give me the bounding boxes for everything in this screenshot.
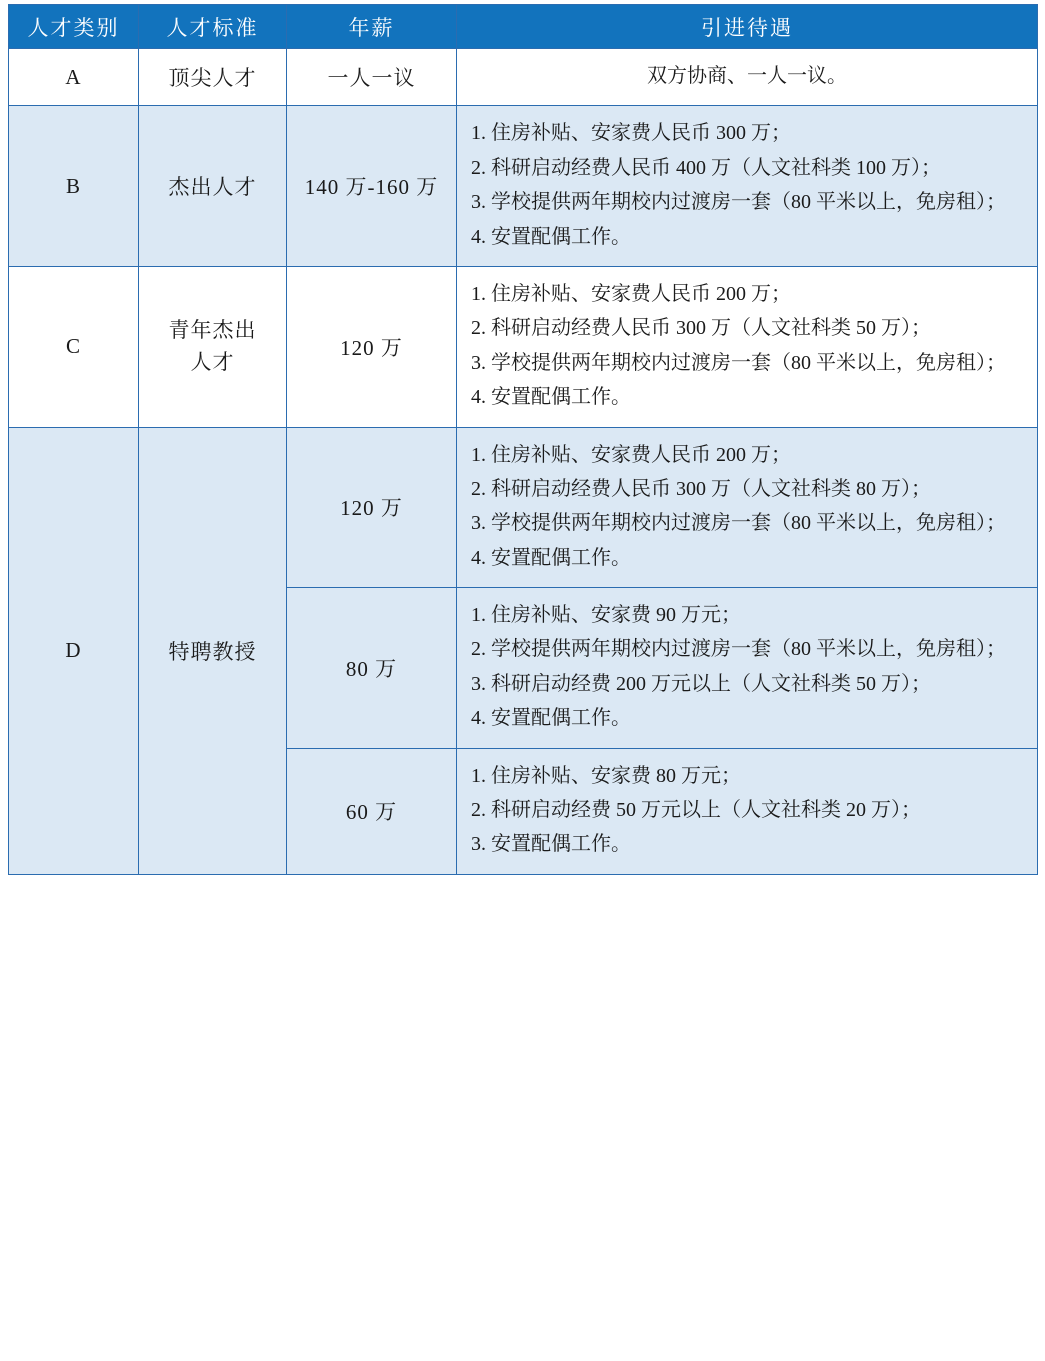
cell-category: B [9,106,139,267]
benefit-line: 4. 安置配偶工作。 [471,225,631,248]
header-cell-salary: 年薪 [287,5,457,49]
benefit-line: 3. 科研启动经费 200 万元以上（人文社科类 50 万）； [471,672,931,695]
cell-benefits [457,588,1038,749]
cell-category: D [9,427,139,874]
header-cell-benefits: 引进待遇 [457,5,1038,49]
benefit-line: 1. 住房补贴、安家费 90 万元； [471,604,741,627]
benefit-line: 2. 学校提供两年期校内过渡房一套（80 平米以上，免房租）； [471,638,1006,661]
benefit-line: 双方协商、一人一议。 [647,65,847,87]
table-row [9,427,1038,588]
benefit-line: 1. 住房补贴、安家费人民币 200 万； [471,443,791,466]
benefit-line: 3. 安置配偶工作。 [471,833,631,856]
cell-standard: 特聘教授 [139,427,287,874]
header-cell-standard: 人才标准 [139,5,287,49]
talent-policy-table [8,4,1038,875]
cell-salary: 140 万-160 万 [287,106,457,267]
cell-salary: 60 万 [287,748,457,874]
benefit-line: 4. 安置配偶工作。 [471,707,631,730]
cell-salary: 一人一议 [287,49,457,106]
cell-benefits [457,427,1038,588]
cell-salary: 120 万 [287,427,457,588]
cell-salary: 80 万 [287,588,457,749]
cell-salary: 120 万 [287,266,457,427]
benefit-line: 3. 学校提供两年期校内过渡房一套（80 平米以上，免房租）； [471,512,1006,535]
cell-standard: 顶尖人才 [139,49,287,106]
table-row [9,106,1038,267]
cell-benefits [457,49,1038,106]
benefit-line: 2. 科研启动经费人民币 300 万（人文社科类 80 万）； [471,477,931,500]
cell-benefits [457,748,1038,874]
header-cell-category: 人才类别 [9,5,139,49]
benefit-line: 1. 住房补贴、安家费人民币 200 万； [471,282,791,305]
cell-standard [139,266,287,427]
table-body [9,49,1038,875]
table-header [9,5,1038,49]
benefit-line: 2. 科研启动经费人民币 400 万（人文社科类 100 万）； [471,156,941,179]
benefit-line: 2. 科研启动经费人民币 300 万（人文社科类 50 万）； [471,317,931,340]
cell-category: A [9,49,139,106]
benefit-line: 1. 住房补贴、安家费人民币 300 万； [471,122,791,145]
cell-benefits [457,266,1038,427]
cell-standard: 杰出人才 [139,106,287,267]
benefit-line: 4. 安置配偶工作。 [471,386,631,409]
benefit-line: 1. 住房补贴、安家费 80 万元； [471,764,741,787]
benefit-line: 3. 学校提供两年期校内过渡房一套（80 平米以上，免房租）； [471,191,1006,214]
table-row [9,49,1038,106]
cell-benefits [457,106,1038,267]
benefit-line: 3. 学校提供两年期校内过渡房一套（80 平米以上，免房租）； [471,351,1006,374]
cell-category: C [9,266,139,427]
header-row [9,5,1038,49]
table-row [9,266,1038,427]
cell-standard-text: 青年杰出人才 [168,318,257,374]
benefit-line: 2. 科研启动经费 50 万元以上（人文社科类 20 万）； [471,799,921,822]
benefit-line: 4. 安置配偶工作。 [471,546,631,569]
